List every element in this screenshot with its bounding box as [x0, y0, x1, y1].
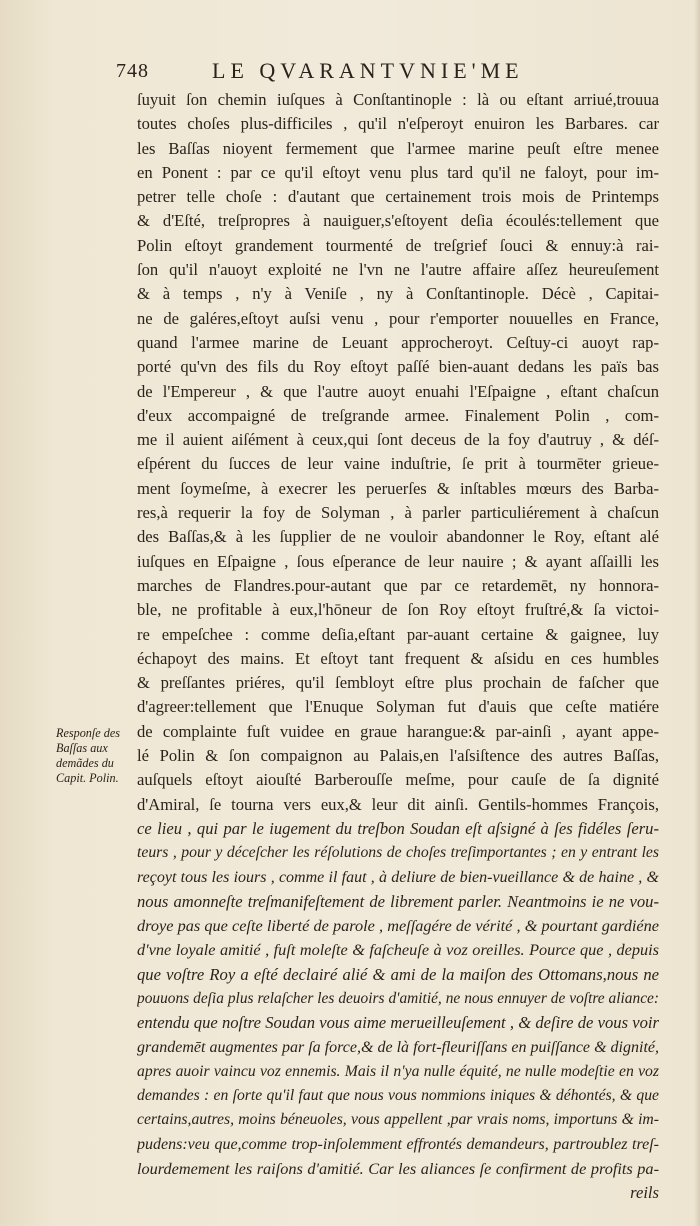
page-number: 748 [116, 60, 149, 82]
text-line: les Baſſas nioyent fermement que l'armee marine peuſt eſtre menee [137, 138, 659, 158]
body-text [137, 88, 659, 1206]
text-line: toutes choſes plus-difficiles , qu'il n'eſperoyt enuiron les Barbares. car [137, 114, 659, 134]
page-header [112, 58, 672, 88]
text-line: certains,autres, moins béneuoles, vous appellent ,par vrais noms, importuns & im- [137, 1111, 659, 1129]
text-line: re empeſchee : comme deſia,eſtant par-auant certaine & gaignee, luy [137, 624, 659, 644]
text-line: eſpérent du ſucces de leur vaine induſtrie, ſe prit à tourmēter grieue- [137, 454, 659, 474]
text-line: porté qu'vn des fils du Roy eſtoyt paſſé bien-auant dedans les païs bas [137, 357, 659, 377]
text-line: lourdemement les raiſons d'amitié. Car les aliances ſe confirment de profits pa- [137, 1159, 659, 1179]
margin-note-line: Baſſas aux [56, 741, 108, 755]
text-line: reils [630, 1183, 659, 1203]
text-line: teurs , pour y déceſcher les réſolutions de choſes treſimportantes ; en y entrant les [137, 844, 659, 862]
text-line: ne de galéres,eſtoyt auſsi venu , pour r'emporter nouuelles en France, [137, 308, 659, 328]
text-line: iuſques en Eſpaigne , ſous eſperance de leur nauire ; & ayant aſſailli les [137, 551, 659, 571]
text-line: des Baſſas,& à les ſupplier de ne vouloir abandonner le Roy, eſtant alé [137, 527, 659, 547]
text-line: ment ſoymeſme, à execrer les peruerſes & inſtables mœurs des Barba- [137, 478, 659, 498]
text-line: droye pas que ceſte liberté de parole , meſſagére de vérité , & pourtant gardiéne [137, 916, 659, 936]
text-line: & d'Eſté, treſpropres à nauiguer,s'eſtoyent deſia écoulés:tellement que [137, 211, 659, 231]
text-line: marches de Flandres.pour-autant que par ce retardemēt, ny honnora- [137, 575, 659, 595]
text-line: échapoyt des mains. Et eſtoyt tant frequent & aſsidu en ces humbles [137, 648, 659, 668]
text-line: ſon qu'il n'auoyt exploité ne l'vn ne l'autre affaire aſſez heureuſement [137, 260, 659, 280]
text-line: apres auoir vaincu voz ennemis. Mais il n'ya nulle équité, ne nulle modeſtie en voz [137, 1062, 659, 1080]
text-line: & preſſantes priéres, qu'il ſembloyt eſtre plus prochain de faſcher que [137, 673, 659, 693]
text-line: de l'Empereur , & que l'autre auoyt enuahi l'Eſpaigne , eſtant chaſcun [137, 381, 659, 401]
text-line: en Ponent : par ce qu'il eſtoyt venu plus tard qu'il ne faloyt, pour im- [137, 162, 659, 182]
text-line: pudens:veu que,comme trop-inſolemment effrontés demandeurs, partroublez treſ- [137, 1135, 659, 1153]
text-line: ble, ne profitable à eux,l'hōneur de ſon Roy eſtoyt fruſtré,& ſa victoi- [137, 600, 659, 620]
running-title: LE QVARANTVNIE'ME [212, 58, 524, 83]
text-line: ce lieu , qui par le iugement du treſbon Soudan eſt aſsigné à ſes fidéles ſeru- [137, 818, 659, 838]
page-edge-shadow [694, 0, 700, 1226]
text-line: de complainte fuſt vuidee en graue harangue:& par-ainſi , ayant appe- [137, 721, 659, 741]
text-line: quand l'armee marine de Leuant approcheroyt. Ceſtuy-ci auoyt rap- [137, 332, 659, 352]
text-line: & à temps , n'y à Veniſe , ny à Conſtantinople. Décè , Capitai- [137, 284, 659, 304]
text-line: grandemēt augmentes par ſa force,& de là fort-fleuriſſans en puiſſance & dignité, [137, 1038, 659, 1056]
text-line: que voſtre Roy a eſté declairé alié & ami de la maiſon des Ottomans,nous ne [137, 964, 659, 984]
text-line: auſquels eſtoyt aiouſté Barberouſſe meſme, pour cauſe de ſa dignité [137, 770, 659, 790]
text-line: me il auient aiſément à ceux,qui ſont deceus de la foy d'autruy , & déſ- [137, 430, 659, 450]
text-line: d'Amiral, ſe tourna vers eux,& leur dit ainſi. Gentils-hommes François, [137, 794, 659, 814]
text-line: d'agreer:tellement que l'Enuque Solyman fut d'auis que ceſte matiére [137, 697, 659, 717]
text-line: demandes : en ſorte qu'il faut que nous vous nommions iniques & déhontés, & que [137, 1087, 659, 1105]
text-line: pouuons deſia plus relaſcher les deuoirs d'amitié, ne nous ennuyer de voſtre aliance: [137, 989, 659, 1007]
text-line: lé Polin & ſon compaignon au Palais,en l'aſsiſtence des autres Baſſas, [137, 746, 659, 766]
margin-note-line: Responſe des [56, 726, 120, 740]
text-line: Polin eſtoyt grandement tourmenté de treſgrief ſouci & ennuy:à rai- [137, 235, 659, 255]
text-line: res,à requerir la foy de Solyman , à parler particuliérement à chaſcun [137, 503, 659, 523]
text-line: d'vne loyale amitié , fuſt moleſte & faſcheuſe à voz oreilles. Pource que , depuis [137, 940, 659, 960]
text-line: reçoyt tous les iours , comme il faut , à deliure de bien-vueillance & de haine , & [137, 868, 659, 886]
text-line: ſuyuit ſon chemin iuſques à Conſtantinople : là ou eſtant arriué,trouua [137, 90, 659, 109]
text-line: petrer telle choſe : d'autant que certainement trois mois de Printemps [137, 187, 659, 207]
text-line: entendu que noſtre Soudan vous aime merueilleuſement , & deſire de vous voir [137, 1013, 659, 1033]
text-line: d'eux accompaigné de treſgrande armee. Finalement Polin , com- [137, 405, 659, 425]
margin-note-line: Capit. Polin. [56, 771, 119, 785]
text-line: nous amonneſte treſmanifeſtement de librement parler. Neantmoins ie ne vou- [137, 891, 659, 911]
margin-note-line: demãdes du [56, 756, 114, 770]
margin-note [56, 726, 136, 786]
